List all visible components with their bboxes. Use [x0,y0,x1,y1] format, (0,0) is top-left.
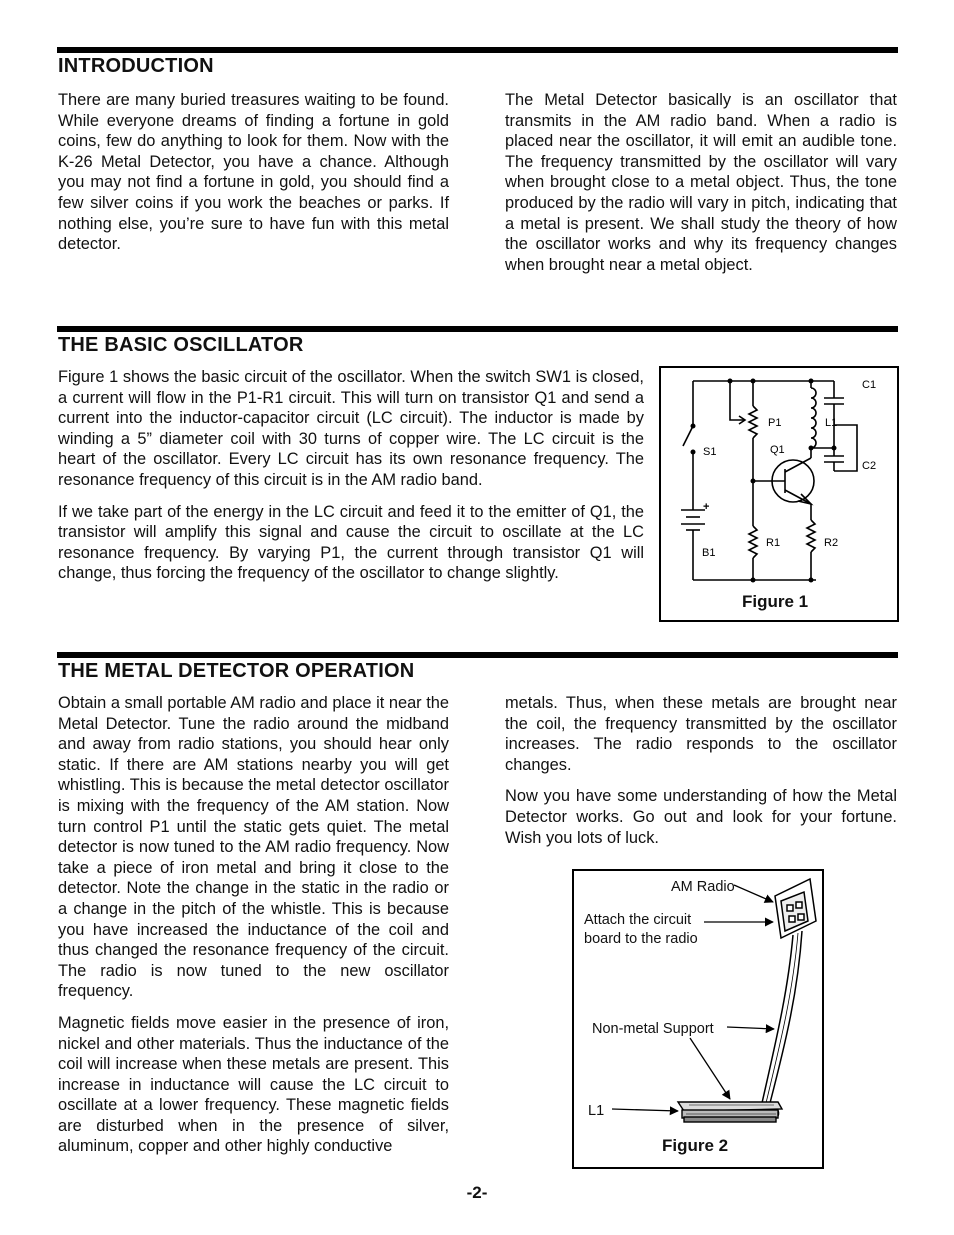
figure-1 [659,366,899,622]
label-l1: L1 [825,417,838,429]
oscillator-paragraph: Figure 1 shows the basic circuit of the oscillator. When the switch SW1 is closed, a current will flow in the P1-R1 circuit. This will turn on transistor Q1 and send a current into the inductor-capacitor circuit (LC circuit). The inductor is made by winding a 5” diameter coil with 30 turns of copper wire. The LC circuit is the heart of the oscillator. Every LC circuit has its own resonance frequency. The resonance frequency of this circuit is in the AM radio band. [58,368,644,489]
label-b1: B1 [702,547,716,559]
label-p1: P1 [768,417,782,429]
label-plus: + [703,501,710,513]
intro-column-right [505,90,897,286]
intro-paragraph: There are many buried treasures waiting to be found. While everyone dreams of finding a fortune in gold coins, few do anything to look for them. Now with the K-26 Metal Detector, you have a chance. Although you may not find a fortune in gold, you should find a few silver coins if you work the beaches or parks. If nothing else, you’re sure to have fun with this metal detector. [58,91,449,254]
oscillator-text [58,367,644,595]
section-rule [57,652,898,658]
operation-paragraph: Now you have some understanding of how the Metal Detector works. Go out and look for your fortune. Wish you lots of luck. [505,787,897,847]
figure-2 [572,869,824,1169]
intro-column-left [58,90,449,266]
label-attach-line-2: board to the radio [584,931,698,947]
label-r2: R2 [824,537,839,549]
section-rule [57,326,898,332]
oscillator-schematic [661,368,897,583]
figure-1-caption: Figure 1 [742,592,809,611]
operation-column-right [505,693,897,859]
label-c2: C2 [862,460,877,472]
label-support: Non-metal Support [592,1021,714,1037]
label-q1: Q1 [770,444,785,456]
page-number: -2- [466,1183,488,1202]
label-am-radio: AM Radio [671,879,735,895]
label-s1: S1 [703,446,717,458]
intro-heading: INTRODUCTION [58,55,214,77]
label-r1: R1 [766,537,781,549]
label-c1: C1 [862,379,877,391]
section-rule [57,47,898,53]
operation-paragraph: Obtain a small portable AM radio and place it near the Metal Detector. Tune the radio around the midband and away from radio stations, you should hear only static. If there are AM stations nearby you will get whistling. This is because the metal detector oscillator is mixing with the frequency of the AM station. Now turn control P1 until the static gets quiet. The metal detector is now tuned to the AM radio frequency. Now take a piece of iron metal and bring it close to the detector. Note the change in the static in the radio or a change in the pitch of the whistle. This is because you have increased the inductance of the coil and thus changed the resonance frequency of the circuit. The radio is now tuned to the new oscillator frequency. [58,694,449,1001]
operation-heading: THE METAL DETECTOR OPERATION [58,660,415,682]
oscillator-paragraph: If we take part of the energy in the LC circuit and feed it to the emitter of Q1, the transistor will amplify this signal and cause the circuit to oscillate at the LC resonance frequency. By varying P1, the current through transistor Q1 will change, thus forcing the frequency of the oscillator to change slightly. [58,502,644,583]
oscillator-heading: THE BASIC OSCILLATOR [58,334,304,356]
operation-paragraph: metals. Thus, when these metals are brought near the coil, the frequency transmitted by the oscillator increases. The radio responds to the oscillator changes. [505,694,897,774]
operation-paragraph: Magnetic fields move easier in the presence of iron, nickel and other materials. Thus the inductance of the coil will increase when these metals are present. This increase in inductance will cause the LC circuit to oscillate at a lower frequency. These magnetic fields are disturbed when in the presence of silver, aluminum, copper and other highly conductive [58,1013,449,1156]
operation-column-left [58,693,449,1168]
figure-2-caption: Figure 2 [662,1136,729,1155]
label-l1: L1 [588,1103,605,1119]
metal-detector-illustration [574,871,822,1167]
intro-paragraph: The Metal Detector basically is an oscillator that transmits in the AM radio band. When a radio is placed near the oscillator, it will emit an audible tone. The frequency transmitted by the oscillator will vary when brought close to a metal object. Thus, the tone produced by the radio will vary in pitch, indicating that a metal is present. We shall study the theory of how the oscillator works and why its frequency changes when brought near a metal object. [505,91,897,274]
label-attach-line-1: Attach the circuit [584,912,692,928]
